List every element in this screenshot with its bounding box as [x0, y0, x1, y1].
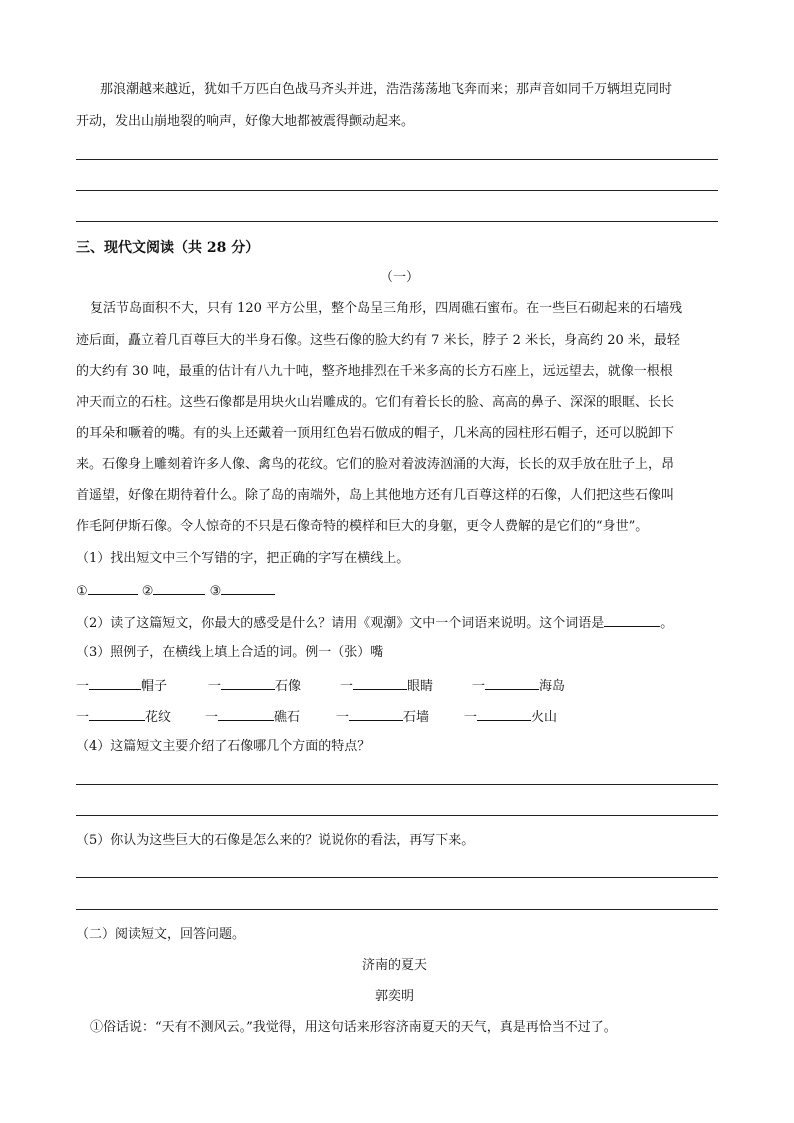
passage-line: 迹后面，矗立着几百尊巨大的半身石像。这些石像的脸大约有 7 米长，脖子 2 米长，身高约 20 米，最轻 — [76, 333, 680, 348]
question-5: （5）你认为这些巨大的石像是怎么来的？说说你的看法，再写下来。 — [76, 833, 475, 848]
article-title: 济南的夏天 — [362, 958, 428, 973]
question-2-text: （2）读了这篇短文，你最大的感受是什么？请用《观潮》文中一个词语来说明。这个词语是 — [76, 616, 605, 631]
answer-blank[interactable] — [353, 675, 407, 690]
word-fill-row: 一 礁石 — [205, 706, 300, 728]
passage-line: 来。石像身上雕刻着许多人像、禽鸟的花纹。它们的脸对着波涛汹涌的大海，长长的双手放在肚子上，昂 — [76, 457, 675, 472]
answer-blank[interactable] — [88, 580, 138, 595]
article-paragraph-1: ①俗话说：“天有不测风云。”我觉得，用这句话来形容济南夏天的天气，真是再恰当不过了。 — [90, 1020, 617, 1035]
section-title: 三、现代文阅读（共 28 分） — [76, 240, 260, 256]
part-one-label: （一） — [380, 270, 420, 285]
answer-line[interactable] — [76, 190, 718, 191]
intro-line-2: 开动，发出山崩地裂的响声，好像大地都被震得颤动起来。 — [76, 114, 415, 129]
answer-blank[interactable] — [485, 675, 539, 690]
answer-line[interactable] — [76, 159, 718, 160]
word-fill-row: 一 火山 — [464, 706, 557, 728]
question-2 — [76, 612, 673, 634]
word-fill-row: 一 石墙 — [336, 706, 429, 728]
answer-blank[interactable] — [221, 675, 275, 690]
passage-line: 的耳朵和噘着的嘴。有的头上还戴着一顶用红色岩石倣成的帽子，几米高的园柱形石帽子，还可以脱卸下 — [76, 426, 675, 441]
answer-blank[interactable] — [218, 706, 274, 721]
answer-line[interactable] — [76, 815, 718, 816]
answer-blank[interactable] — [604, 612, 660, 627]
answer-line[interactable] — [76, 221, 718, 222]
intro-line-1: 那浪潮越来越近，犹如千万匹白色战马齐头并进，浩浩荡荡地飞奔而来；那声音如同千万辆坦克同时 — [100, 82, 673, 97]
question-3: （3）照例子，在横线上填上合适的词。例一（张）嘴 — [76, 645, 384, 660]
answer-line[interactable] — [76, 877, 718, 878]
passage-line: 作毛阿伊斯石像。令人惊奇的不只是石像奇特的模样和巨大的身躯，更令人费解的是它们的“身世”。 — [76, 519, 649, 534]
answer-blank[interactable] — [221, 580, 275, 595]
passage-line: 复活节岛面积不大，只有 120 平方公里，整个岛呈三角形，四周礁石蜜布。在一些巨石砌起来的石墙残 — [90, 301, 683, 316]
question-2-end: 。 — [660, 616, 674, 631]
answer-line[interactable] — [76, 784, 718, 785]
passage-line: 的大约有 30 吨，最重的估计有八九十吨，整齐地排烈在千米多高的长方石座上，远远望去，就像一根根 — [76, 364, 673, 379]
answer-line[interactable] — [76, 909, 718, 910]
word-fill-row: 一 眼睛 — [340, 675, 433, 697]
word-fill-row: 一 海岛 — [472, 675, 565, 697]
answer-blank[interactable] — [153, 580, 205, 595]
word-fill-row: 一 花纹 — [76, 706, 171, 728]
passage-line: 首遥望，好像在期待着什么。除了岛的南端外，岛上其他地方还有几百尊这样的石像，人们把这些石像叫 — [76, 488, 675, 503]
word-fill-row: 一 帽子 — [76, 675, 167, 697]
question-1-blanks — [76, 580, 275, 602]
word-fill-row: 一 石像 — [208, 675, 301, 697]
answer-blank[interactable] — [477, 706, 531, 721]
part-two-instruction: （二）阅读短文，回答问题。 — [76, 927, 246, 942]
blank-mark: ① — [76, 584, 88, 599]
question-1: （1）找出短文中三个写错的字，把正确的字写在横线上。 — [76, 551, 410, 566]
blank-mark: ③ — [209, 584, 222, 599]
article-author: 郭奕明 — [375, 989, 415, 1004]
answer-blank[interactable] — [349, 706, 403, 721]
answer-blank[interactable] — [89, 675, 141, 690]
question-4: （4）这篇短文主要介绍了石像哪几个方面的特点？ — [76, 739, 371, 754]
blank-mark: ② — [141, 584, 154, 599]
passage-line: 冲天而立的石柱。这些石像都是用块火山岩雕成的。它们有着长长的脸、高高的鼻子、深深的眼眶、长长 — [76, 395, 675, 410]
answer-blank[interactable] — [89, 706, 145, 721]
